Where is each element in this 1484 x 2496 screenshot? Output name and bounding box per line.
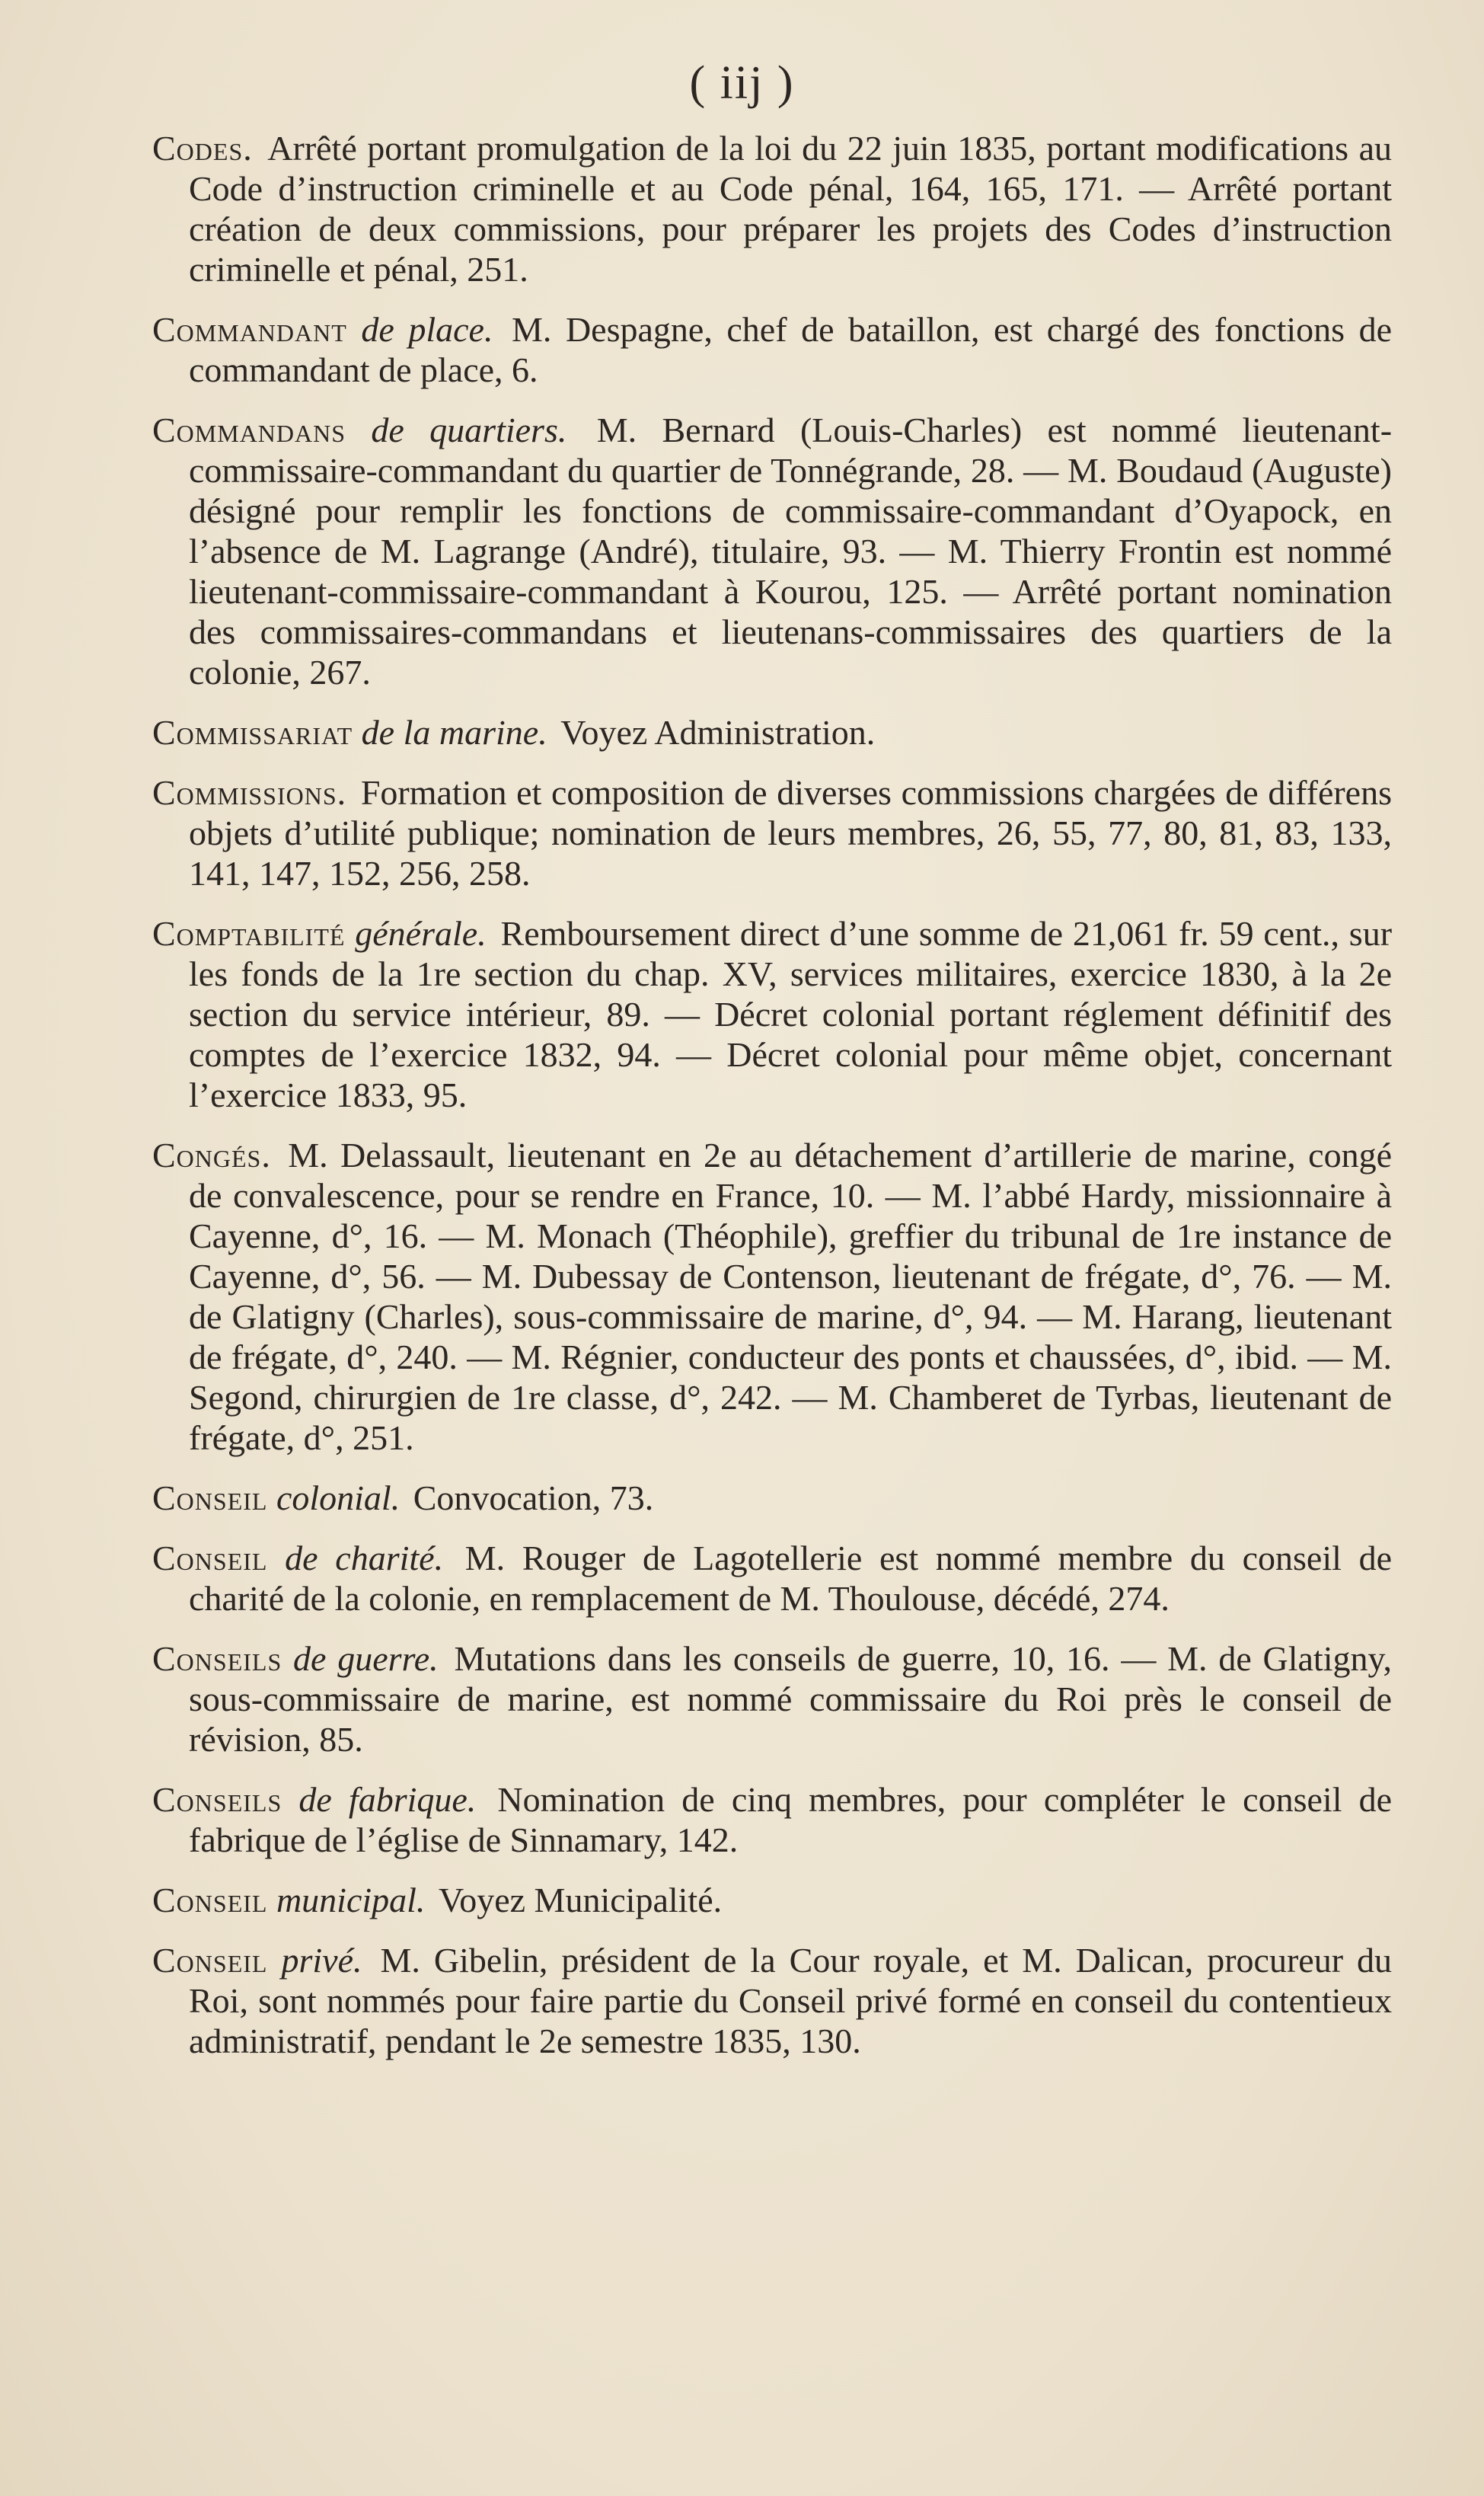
entry-subheading: de guerre. [293, 1639, 439, 1678]
entry-heading: Comptabilité [152, 914, 346, 953]
entry-subheading: de la marine. [361, 713, 547, 752]
entry-text: Remboursement direct d’une somme de 21,061 fr. 59 cent., sur les fonds de la 1re section du chap. XV, services militaires, exercice 1830, à la 2e section du service intérieur, 89. — Décret colonial portant réglement définitif des comptes de l’exercice 1832, 94. — Décret colonial pour même objet, concernant l’exercice 1833, 95. [189, 914, 1393, 1114]
entry-heading: Conseil [152, 1478, 268, 1517]
entry-heading: Commissariat [152, 713, 353, 752]
index-entry-conges [152, 1135, 1392, 1458]
index-content [152, 128, 1392, 2081]
entry-text: M. Despagne, chef de bataillon, est chargé des fonctions de commandant de place, 6. [189, 310, 1393, 389]
entry-subheading: municipal. [276, 1881, 426, 1919]
entry-heading: Congés. [152, 1136, 271, 1174]
entry-heading: Commandans [152, 411, 346, 449]
index-entry-commissariat [152, 712, 1392, 753]
entry-subheading: de quartiers. [371, 411, 567, 449]
entry-text: Voyez Municipalité. [438, 1881, 723, 1919]
entry-text: M. Delassault, lieutenant en 2e au détachement d’artillerie de marine, congé de convalescence, pour se rendre en France, 10. — M. l’abbé Hardy, missionnaire à Cayenne, d°, 16. — M. Monach (Théophile), greffier du tribunal de 1re instance de Cayenne, d°, 56. — M. Dubessay de Contenson, lieutenant de frégate, d°, 76. — M. de Glatigny (Charles), sous-commissaire de marine, d°, 94. — M. Harang, lieutenant de frégate, d°, 240. — M. Régnier, conducteur des ponts et chaussées, d°, ibid. — M. Segond, chirurgien de 1re classe, d°, 242. — M. Chamberet de Tyrbas, lieutenant de frégate, d°, 251. [189, 1136, 1393, 1457]
entry-heading: Conseil [152, 1539, 268, 1577]
entry-text: Formation et composition de diverses commissions chargées de différens objets d’utilité publique; nomination de leurs membres, 26, 55, 77, 80, 81, 83, 133, 141, 147, 152, 256, 258. [189, 773, 1393, 893]
entry-heading: Conseil [152, 1881, 268, 1919]
entry-subheading: colonial. [276, 1478, 401, 1517]
entry-subheading: de fabrique. [298, 1780, 477, 1819]
entry-text: Voyez Administration. [560, 713, 876, 752]
entry-heading: Conseils [152, 1639, 282, 1678]
index-entry-conseil-prive [152, 1940, 1392, 2061]
index-entry-codes [152, 128, 1392, 289]
entry-subheading: privé. [281, 1941, 362, 1980]
index-entry-comptabilite [152, 913, 1392, 1115]
entry-subheading: de charité. [285, 1539, 444, 1577]
entry-heading: Conseils [152, 1780, 282, 1819]
entry-text: M. Bernard (Louis-Charles) est nommé lieutenant-commissaire-commandant du quartier de Tonnégrande, 28. — M. Boudaud (Auguste) désigné pour remplir les fonctions de commissaire-commandant d’Oyapock, en l’absence de M. Lagrange (André), titulaire, 93. — M. Thierry Frontin est nommé lieutenant-commissaire-commandant à Kourou, 125. — Arrêté portant nomination des commissaires-commandans et lieutenans-commissaires des quartiers de la colonie, 267. [189, 411, 1393, 692]
entry-text: M. Gibelin, président de la Cour royale, et M. Dalican, procureur du Roi, sont nommés pour faire partie du Conseil privé formé en conseil du contentieux administratif, pendant le 2e semestre 1835, 130. [189, 1941, 1393, 2060]
entry-text: Convocation, 73. [413, 1478, 654, 1517]
entry-text: Nomination de cinq membres, pour compléter le conseil de fabrique de l’église de Sinnamary, 142. [189, 1780, 1393, 1859]
entry-text: Arrêté portant promulgation de la loi du 22 juin 1835, portant modifications au Code d’instruction criminelle et au Code pénal, 164, 165, 171. — Arrêté portant création de deux commissions, pour préparer les projets des Codes d’instruction criminelle et pénal, 251. [189, 129, 1393, 289]
index-entry-conseil-municipal [152, 1880, 1392, 1920]
page-number: ( iij ) [689, 57, 795, 109]
entry-heading: Conseil [152, 1941, 268, 1980]
entry-heading: Commissions. [152, 773, 347, 812]
index-entry-conseil-charite [152, 1538, 1392, 1619]
entry-subheading: de place. [361, 310, 493, 349]
entry-text: Mutations dans les conseils de guerre, 10, 16. — M. de Glatigny, sous-commissaire de marine, est nommé commissaire du Roi près le conseil de révision, 85. [189, 1639, 1393, 1759]
entry-text: M. Rouger de Lagotellerie est nommé membre du conseil de charité de la colonie, en remplacement de M. Thoulouse, décédé, 274. [189, 1539, 1393, 1618]
index-entry-commandant [152, 309, 1392, 390]
index-entry-conseils-fabrique [152, 1779, 1392, 1860]
entry-heading: Codes. [152, 129, 253, 168]
entry-heading: Commandant [152, 310, 347, 349]
index-entry-commissions [152, 772, 1392, 893]
index-entry-conseil-colonial [152, 1478, 1392, 1518]
entry-subheading: générale. [355, 914, 487, 953]
index-entry-commandans [152, 410, 1392, 692]
index-entry-conseils-guerre [152, 1638, 1392, 1759]
